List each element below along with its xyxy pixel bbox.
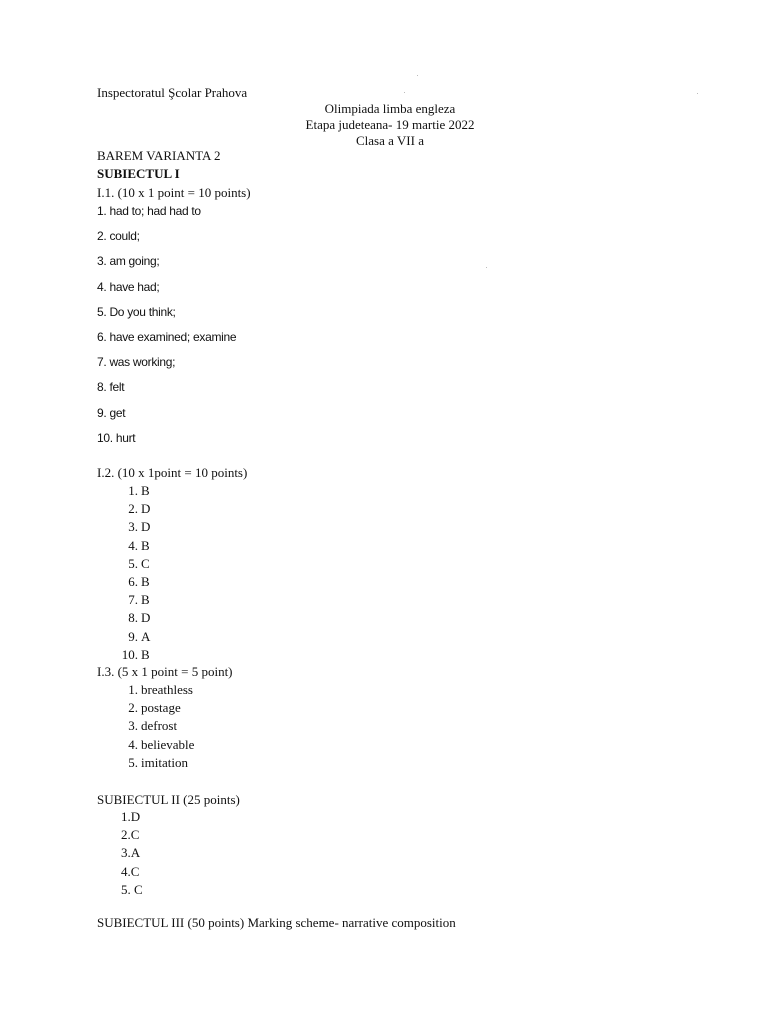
list-item [118,629,198,647]
answer-item: 1. had to; had had to [97,204,201,218]
item-number: 10. [121,646,138,662]
section-i2-answers [118,483,198,665]
section-i3-heading: I.3. (5 x 1 point = 5 point) [97,664,233,679]
section-i1-heading: I.1. (10 x 1 point = 10 points) [97,185,251,200]
subject-2-answers [121,809,143,900]
list-item [118,501,198,519]
item-number: 7. [128,592,138,608]
list-item [118,737,238,755]
item-number: 9. [128,628,138,644]
item-number: 2. [128,700,138,716]
list-item [118,519,198,537]
document-title-block [280,101,500,149]
list-item: 4.C [121,863,140,879]
item-number: 4. [128,537,138,553]
scan-speck [697,93,698,94]
list-item: 3.A [121,845,141,861]
scan-speck [404,92,405,93]
answer-item: 6. have examined; examine [97,329,237,344]
answer-item: 3. am going; [97,254,160,269]
item-answer: D [141,610,151,626]
item-answer: B [141,592,150,608]
item-answer: B [141,573,150,589]
list-item [118,538,198,556]
item-answer: D [141,519,151,535]
stage-date: Etapa judeteana- 19 martie 2022 [305,117,475,132]
list-item [118,700,238,718]
item-answer: B [141,646,150,662]
list-item [118,574,198,592]
answer-item: 5. Do you think; [97,304,176,319]
section-i1-answers [97,203,236,455]
item-answer: C [141,555,150,571]
list-item [118,718,238,736]
answer-item: 10. hurt [97,430,136,445]
list-item [118,755,238,773]
list-item [118,592,198,610]
item-number: 1. [128,483,138,498]
answer-item: 2. could; [97,229,140,244]
item-answer: postage [141,700,181,716]
answer-item: 8. felt [97,380,125,395]
item-number: 2. [128,501,138,517]
item-number: 8. [128,610,138,626]
scan-speck [486,267,487,268]
item-number: 3. [128,718,138,734]
item-answer: B [141,537,150,553]
subject-3-heading: SUBIECTUL III (50 points) Marking scheme- narrative composition [97,915,456,930]
answer-item: 4. have had; [97,279,160,294]
list-item: 5. C [121,881,143,897]
institution-name: Inspectoratul Şcolar Prahova [97,85,248,100]
item-answer: A [141,628,151,644]
list-item [118,682,238,700]
answer-item: 7. was working; [97,355,176,370]
subject-2-heading: SUBIECTUL II (25 points) [97,792,240,807]
subject-1-title: SUBIECTUL I [97,166,180,181]
item-answer: defrost [141,718,178,734]
competition-title: Olimpiada limba engleza [324,101,456,116]
list-item: 1.D [121,809,141,824]
list-item: 2.C [121,827,140,843]
item-number: 4. [128,736,138,752]
grade-level: Clasa a VII a [356,133,424,148]
item-answer: imitation [141,754,188,770]
section-i3-answers [118,682,238,773]
list-item [118,647,198,665]
list-item [118,483,198,501]
item-number: 1. [128,682,138,697]
item-number: 5. [128,555,138,571]
item-answer: B [141,483,150,498]
barem-title: BAREM VARIANTA 2 [97,148,221,163]
scan-speck [417,75,418,76]
list-item [118,556,198,574]
item-number: 5. [128,754,138,770]
item-answer: D [141,501,151,517]
item-answer: believable [141,736,195,752]
section-i2-heading: I.2. (10 x 1point = 10 points) [97,465,248,480]
answer-item: 9. get [97,405,126,420]
item-number: 6. [128,573,138,589]
item-answer: breathless [141,682,193,697]
list-item [118,610,198,628]
item-number: 3. [128,519,138,535]
